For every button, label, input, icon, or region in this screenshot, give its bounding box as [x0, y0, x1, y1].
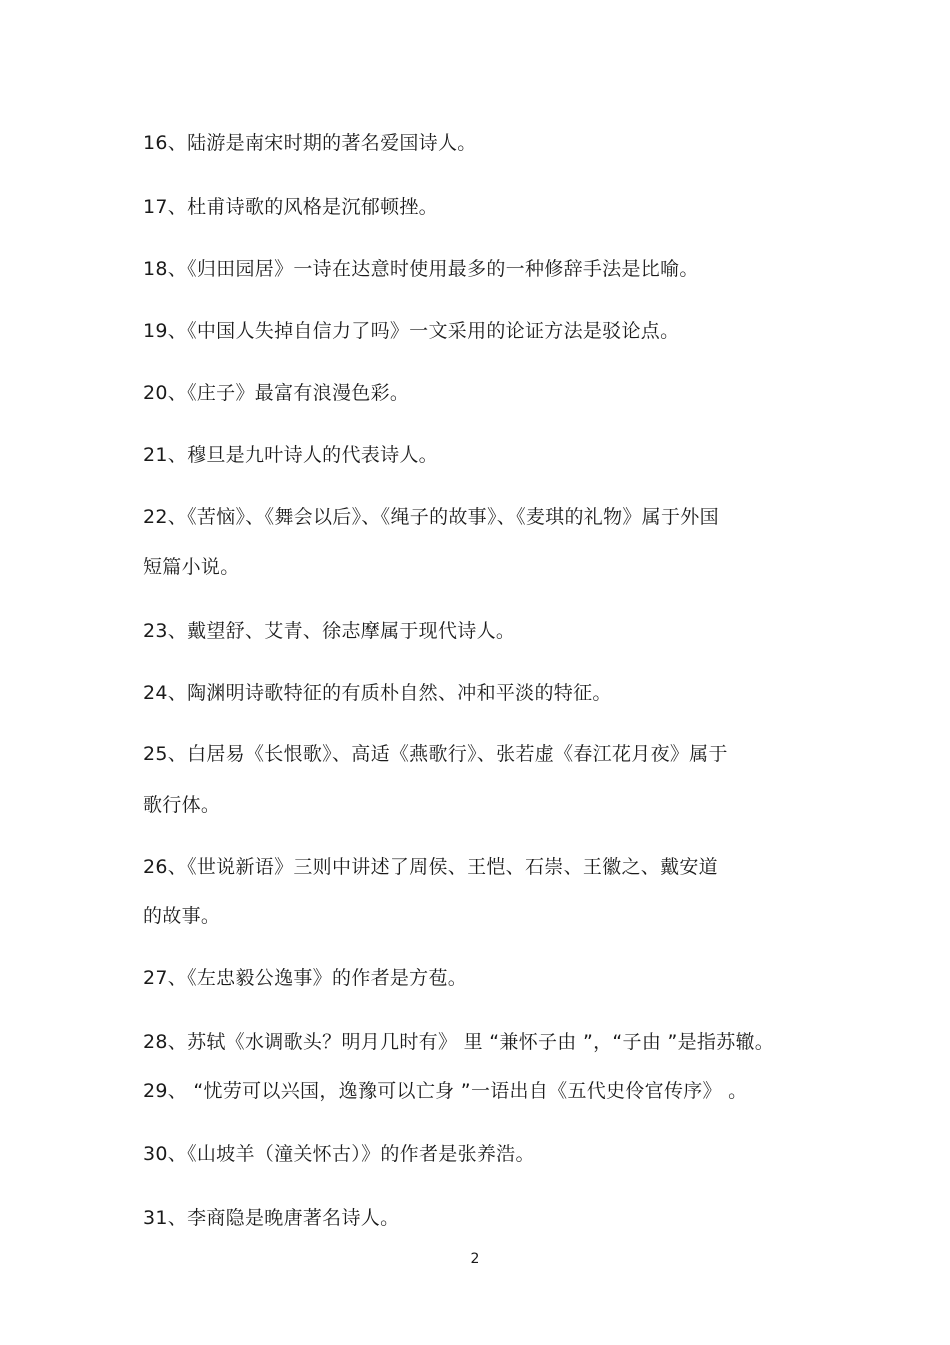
text-line-24: 24、陶渊明诗歌特征的有质朴自然、冲和平淡的特征。 [143, 682, 612, 704]
text-line-26-cont: 的故事。 [143, 905, 221, 927]
text-line-28: 28、苏轼《水调歌头？明月几时有》 里 “兼怀子由 ”，“子由 ”是指苏辙。 [143, 1031, 775, 1053]
text-line-27: 27、《左忠毅公逸事》的作者是方苞。 [143, 967, 468, 989]
text-line-22: 22、《苦恼》、《舞会以后》、《绳子的故事》、《麦琪的礼物》属于外国 [143, 506, 719, 528]
text-line-29: 29、 “忧劳可以兴国，逸豫可以亡身 ”一语出自《五代史伶官传序》 。 [143, 1080, 748, 1102]
text-line-19: 19、《中国人失掉自信力了吗》一文采用的论证方法是驳论点。 [143, 320, 680, 342]
text-line-20: 20、《庄子》最富有浪漫色彩。 [143, 382, 410, 404]
text-line-25-cont: 歌行体。 [143, 794, 221, 816]
text-line-30: 30、《山坡羊（潼关怀古）》的作者是张养浩。 [143, 1143, 535, 1165]
page-number: 2 [470, 1251, 480, 1267]
text-line-18: 18、《归田园居》一诗在达意时使用最多的一种修辞手法是比喻。 [143, 258, 699, 280]
text-line-26: 26、《世说新语》三则中讲述了周侯、王恺、石崇、王徽之、戴安道 [143, 856, 718, 878]
text-line-21: 21、穆旦是九叶诗人的代表诗人。 [143, 444, 438, 466]
text-line-31: 31、李商隐是晚唐著名诗人。 [143, 1207, 400, 1229]
text-line-16: 16、陆游是南宋时期的著名爱国诗人。 [143, 132, 477, 154]
text-line-23: 23、戴望舒、艾青、徐志摩属于现代诗人。 [143, 620, 516, 642]
text-line-17: 17、杜甫诗歌的风格是沉郁顿挫。 [143, 196, 438, 218]
text-line-22-cont: 短篇小说。 [143, 556, 240, 578]
text-line-25: 25、白居易《长恨歌》、高适《燕歌行》、张若虚《春江花月夜》属于 [143, 743, 728, 765]
